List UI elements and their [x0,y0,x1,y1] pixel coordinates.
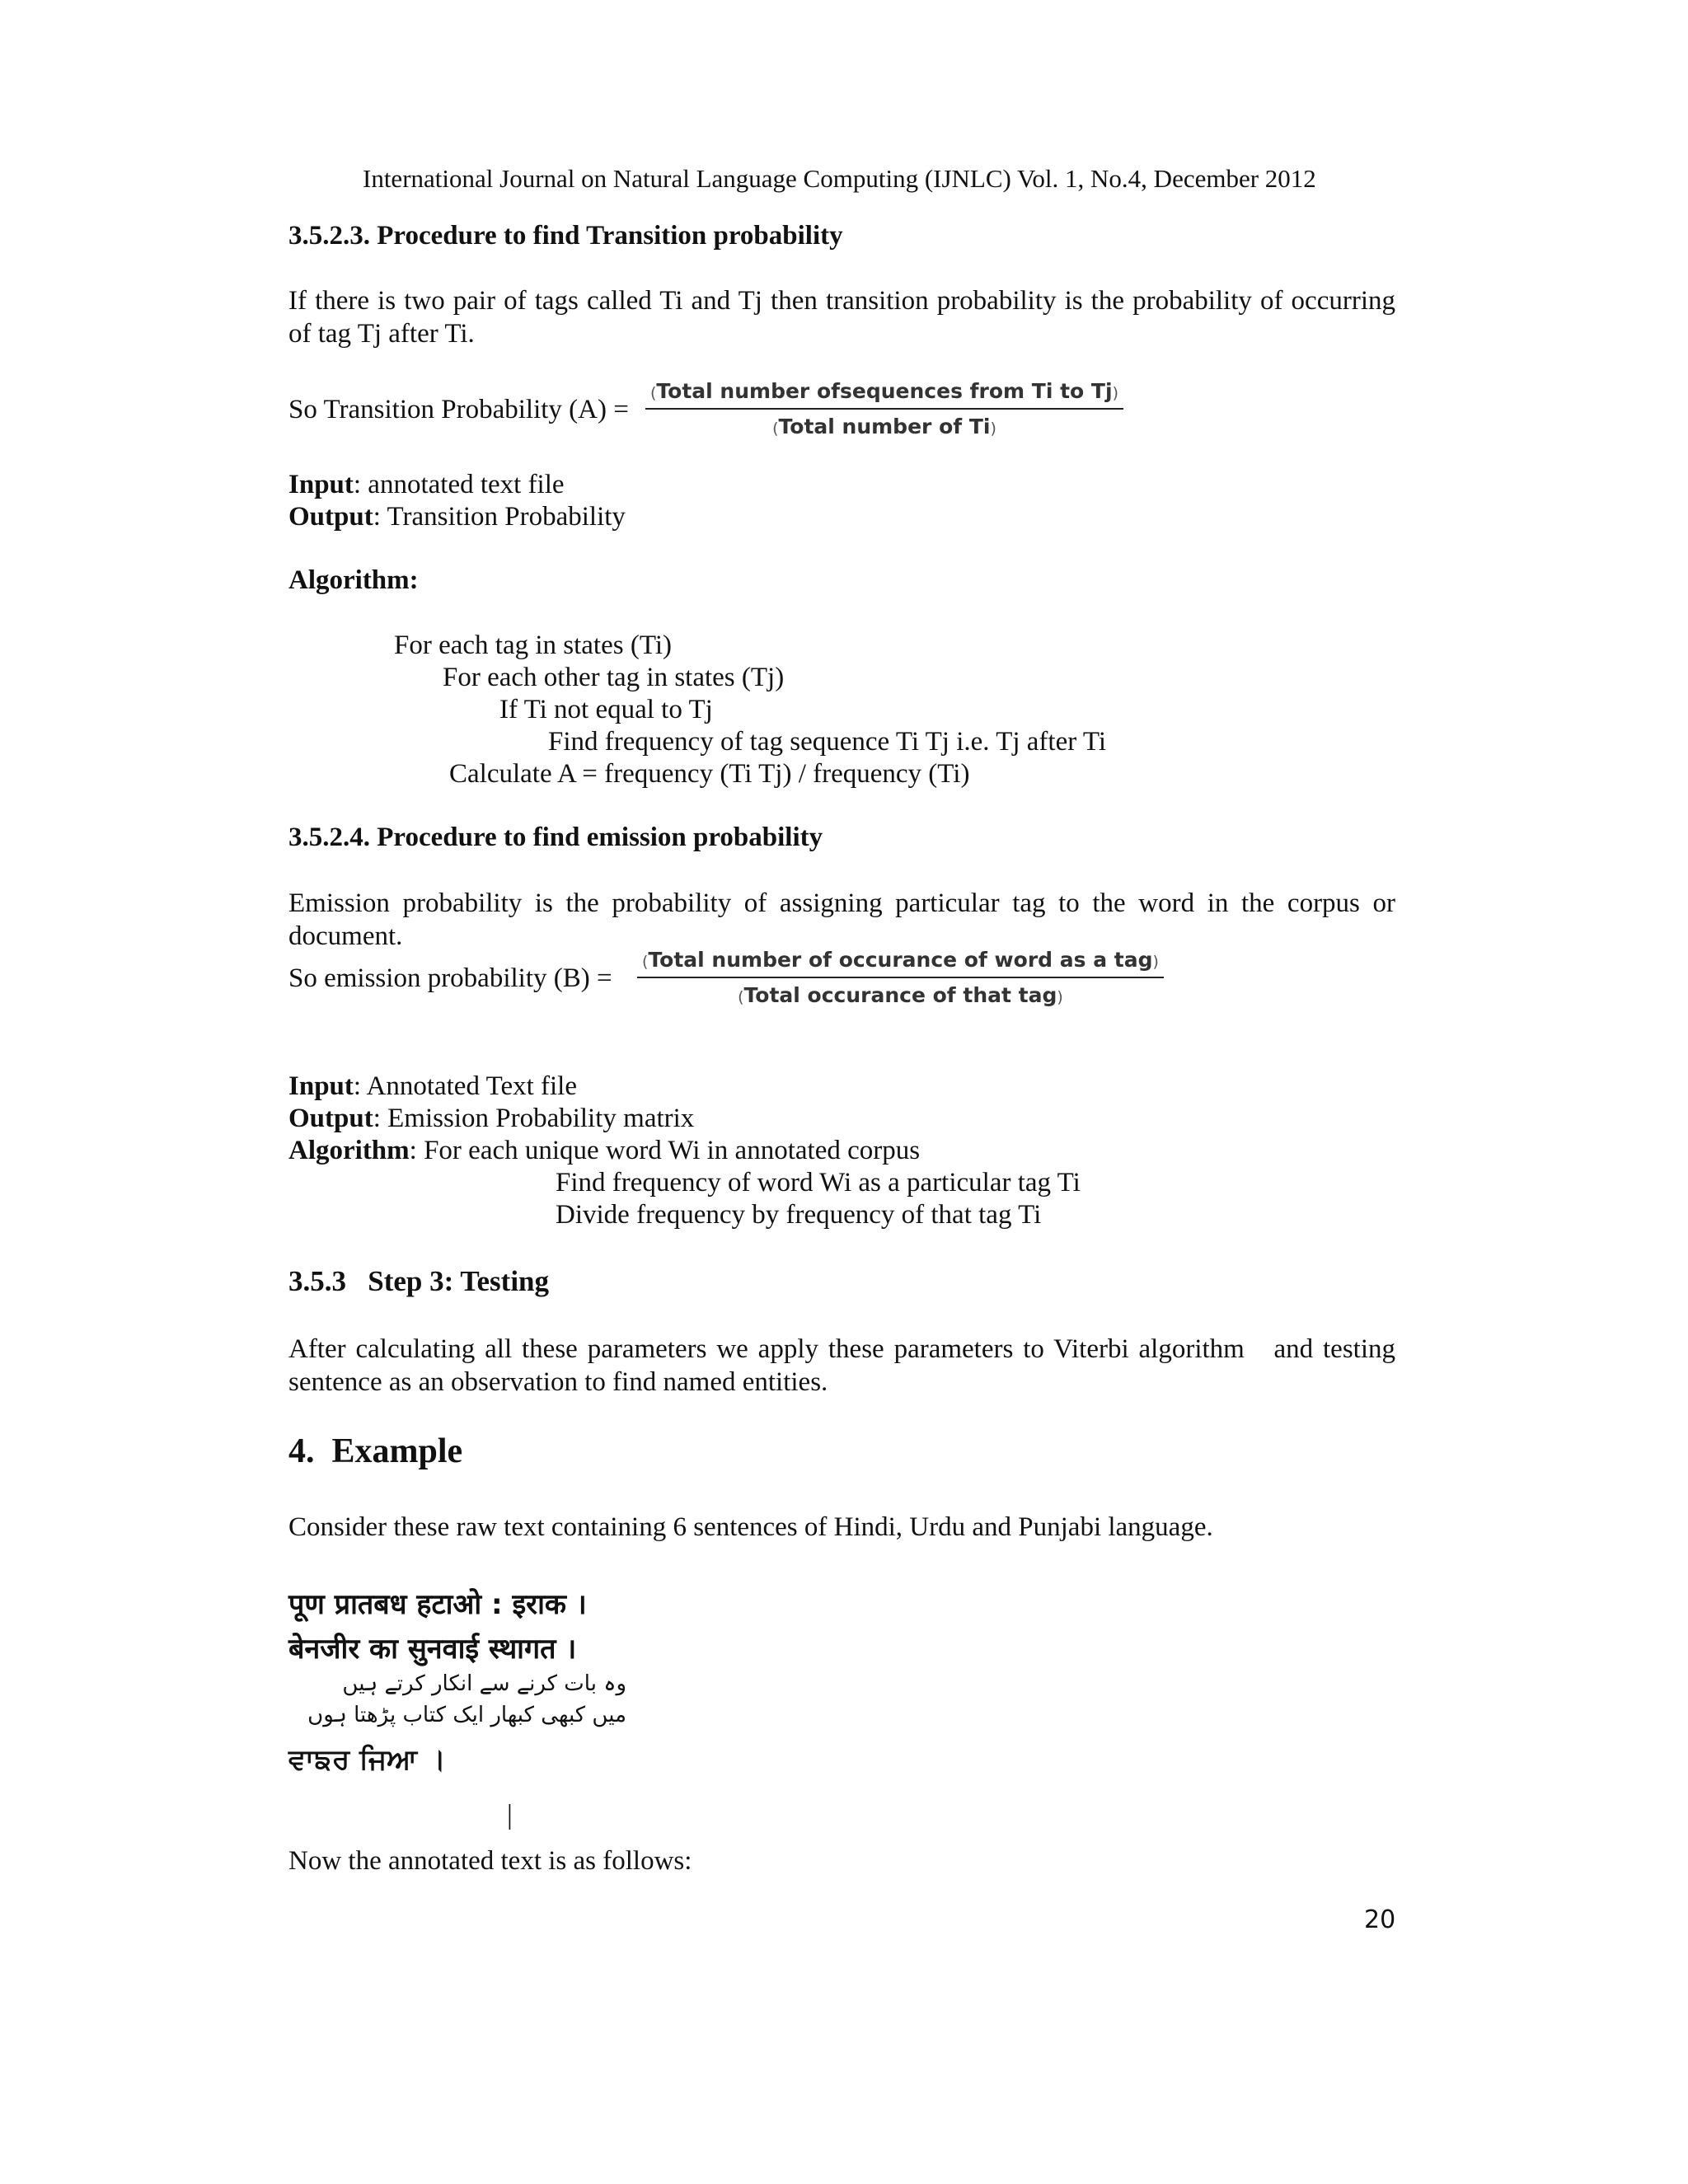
emission-numerator: (Total number of occurance of word as a tag) [637,948,1164,978]
paragraph-emission: Emission probability is the probability of assigning particular tag to the word in the corpus or document. [288,888,1395,951]
hindi-sentence-2: बेनजीर का सुनवाई स्थागत । [288,1633,577,1666]
urdu-sentence-2: میں کبھی کبھار ایک کتاب پڑھتا ہوں [307,1703,626,1727]
closing-line: Now the annotated text is as follows: [288,1846,692,1876]
emission-denominator: (Total occurance of that tag) [738,983,1063,1007]
urdu-sentence-1: وہ بات کرنے سے انکار کرتے ہیں [342,1671,626,1696]
emission-output-line: Output: Emission Probability matrix [288,1104,695,1133]
transition-output-line: Output: Transition Probability [288,502,626,532]
transition-denominator: (Total number of Ti) [772,415,996,438]
section-heading-353: 3.5.3 Step 3: Testing [288,1265,550,1297]
section-heading-3524: 3.5.2.4. Procedure to find emission probability [288,823,823,852]
emission-algorithm-line-2: Find frequency of word Wi as a particular tag Ti [556,1168,1081,1197]
journal-header: International Journal on Natural Language Computing (IJNLC) Vol. 1, No.4, December 2012 [363,164,1316,193]
emission-fraction [637,948,1164,1007]
stray-bar-mark: | [507,1800,513,1830]
emission-algorithm-line: Algorithm: For each unique word Wi in annotated corpus [288,1136,921,1165]
algorithm-line-2: For each other tag in states (Tj) [443,663,785,692]
algorithm-heading: Algorithm: [288,565,419,595]
emission-formula-lhs: So emission probability (B) = [288,963,612,993]
emission-algorithm-line-3: Divide frequency by frequency of that tag Ti [556,1200,1042,1230]
hindi-sentence-1: पूण प्रातबध हटाओ : इराक । [288,1588,587,1621]
paragraph-transition: If there is two pair of tags called Ti and Tj then transition probability is the probability of occurring of tag Tj after Ti. [288,286,1395,349]
transition-fraction [645,379,1123,438]
algorithm-line-4: Find frequency of tag sequence Ti Tj i.e. Tj after Ti [548,727,1107,757]
algorithm-line-5: Calculate A = frequency (Ti Tj) / frequency (Ti) [449,759,970,789]
algorithm-line-3: If Ti not equal to Tj [499,695,713,724]
paragraph-example: Consider these raw text containing 6 sentences of Hindi, Urdu and Punjabi language. [288,1512,1213,1542]
paragraph-testing: After calculating all these parameters we apply these parameters to Viterbi algorithm and testing sentence as an observation to find named entities. [288,1334,1403,1397]
transition-numerator: (Total number ofsequences from Ti to Tj) [645,379,1123,410]
algorithm-line-1: For each tag in states (Ti) [394,630,672,660]
emission-input-line: Input: Annotated Text file [288,1071,577,1101]
page-number: 20 [1364,1905,1396,1934]
section-heading-example: 4. Example [288,1432,463,1470]
section-heading-3523: 3.5.2.3. Procedure to find Transition probability [288,221,843,251]
punjabi-sentence: ਵਾਙਰ ਜਿਆ । [288,1743,446,1776]
transition-input-line: Input: annotated text file [288,470,565,499]
transition-formula-lhs: So Transition Probability (A) = [288,395,629,424]
